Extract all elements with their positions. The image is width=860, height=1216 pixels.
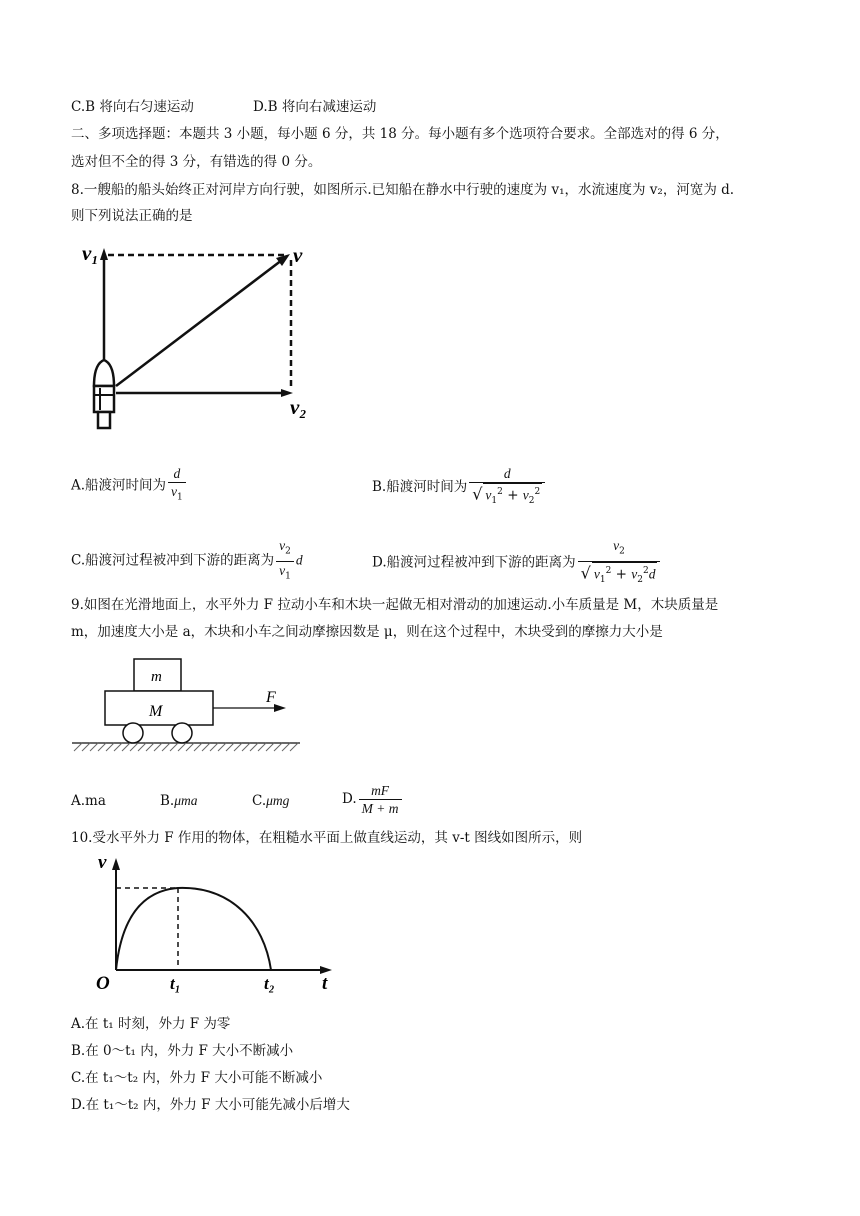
q8-b-prefix: B.船渡河时间为: [372, 479, 468, 496]
q8-option-c: C.船渡河过程被冲到下游的距离为 $\frac{v_2}{v_1}$ d: [71, 537, 303, 585]
q10-option-d: D.在 t₁～t₂ 内，外力 F 大小可能先减小后增大: [71, 1097, 350, 1113]
q7-option-c: C.B 将向右匀速运动: [71, 99, 194, 115]
q8-b-fraction: $\frac{d}{√ v_1^2 + v_2^2}$: [469, 465, 545, 510]
q9-option-b: B.μma: [160, 793, 198, 809]
ground-hatch: [74, 743, 298, 751]
q8-c-prefix: C.船渡河过程被冲到下游的距离为: [71, 552, 275, 569]
origin-label: O: [96, 973, 110, 994]
q8-option-d: [372, 537, 662, 589]
v-resultant-arrow: [116, 260, 282, 386]
t-axis-label: t: [322, 973, 328, 994]
q9-cart-figure: [72, 655, 322, 755]
q8-option-a: [71, 465, 188, 507]
v2-label: v₂: [290, 395, 307, 419]
q7-option-d: D.B 将向右减速运动: [253, 99, 377, 115]
q10-stem: 10.受水平外力 F 作用的物体，在粗糙水平面上做直线运动，其 v-t 图线如图所示，则: [71, 830, 583, 846]
v-axis-label: v: [98, 852, 107, 873]
q9-stem-line1: 9.如图在光滑地面上，水平外力 F 拉动小车和木块一起做无相对滑动的加速运动.小车质量是 M，木块质量是: [71, 597, 719, 613]
q10-vt-graph: [86, 852, 346, 997]
q8-a-fraction: $\frac{d}{v_1}$: [168, 465, 186, 507]
cart-M-label: M: [149, 703, 163, 720]
block-m-label: m: [151, 669, 162, 685]
q9-option-c: C.μmg: [252, 793, 290, 809]
q9-option-d: D. $\frac{mF}{M + m}$: [342, 782, 404, 817]
q9-stem-line2: m，加速度大小是 a，木块和小车之间动摩擦因数是 μ，则在这个过程中，木块受到的摩擦力大小是: [71, 624, 663, 640]
q10-option-c: C.在 t₁～t₂ 内，外力 F 大小可能不断减小: [71, 1070, 323, 1086]
boat-icon: [94, 360, 114, 428]
q8-d-prefix: D.船渡河过程被冲到下游的距离为: [372, 554, 576, 571]
t2-label: t₂: [264, 974, 275, 993]
q10-option-a: A.在 t₁ 时刻，外力 F 为零: [71, 1016, 231, 1032]
q8-c-fraction: $\frac{v_2}{v_1}$: [276, 537, 294, 585]
q8-a-prefix: A.船渡河时间为: [71, 477, 167, 494]
v-label: v: [293, 243, 303, 267]
q8-stem-line2: 则下列说法正确的是: [71, 208, 193, 224]
v1-label: v₁: [82, 241, 99, 265]
t1-label: t₁: [170, 974, 181, 993]
wheel-left: [123, 723, 143, 743]
wheel-right: [172, 723, 192, 743]
q10-option-b: B.在 0～t₁ 内，外力 F 大小不断减小: [71, 1043, 294, 1059]
q8-velocity-figure: [76, 238, 326, 438]
q9-option-a: A.ma: [71, 793, 106, 809]
q8-d-fraction: $\frac{v_2}{√ v_1^2 + v_2^2d}$: [578, 537, 661, 589]
q9-d-fraction: $\frac{mF}{M + m}$: [359, 782, 402, 817]
section2-line1: 二、多项选择题：本题共 3 小题，每小题 6 分，共 18 分。每小题有多个选项符合要求。全部选对的得 6 分，: [71, 126, 729, 142]
q8-stem-line1: 8.一艘船的船头始终正对河岸方向行驶，如图所示.已知船在静水中行驶的速度为 v₁，水流速度为 v₂，河宽为 d.: [71, 182, 735, 198]
section2-line2: 选对但不全的得 3 分，有错选的得 0 分。: [71, 154, 322, 170]
q8-option-b: [372, 465, 547, 510]
force-F-label: F: [266, 689, 276, 706]
vt-curve: [116, 888, 271, 970]
